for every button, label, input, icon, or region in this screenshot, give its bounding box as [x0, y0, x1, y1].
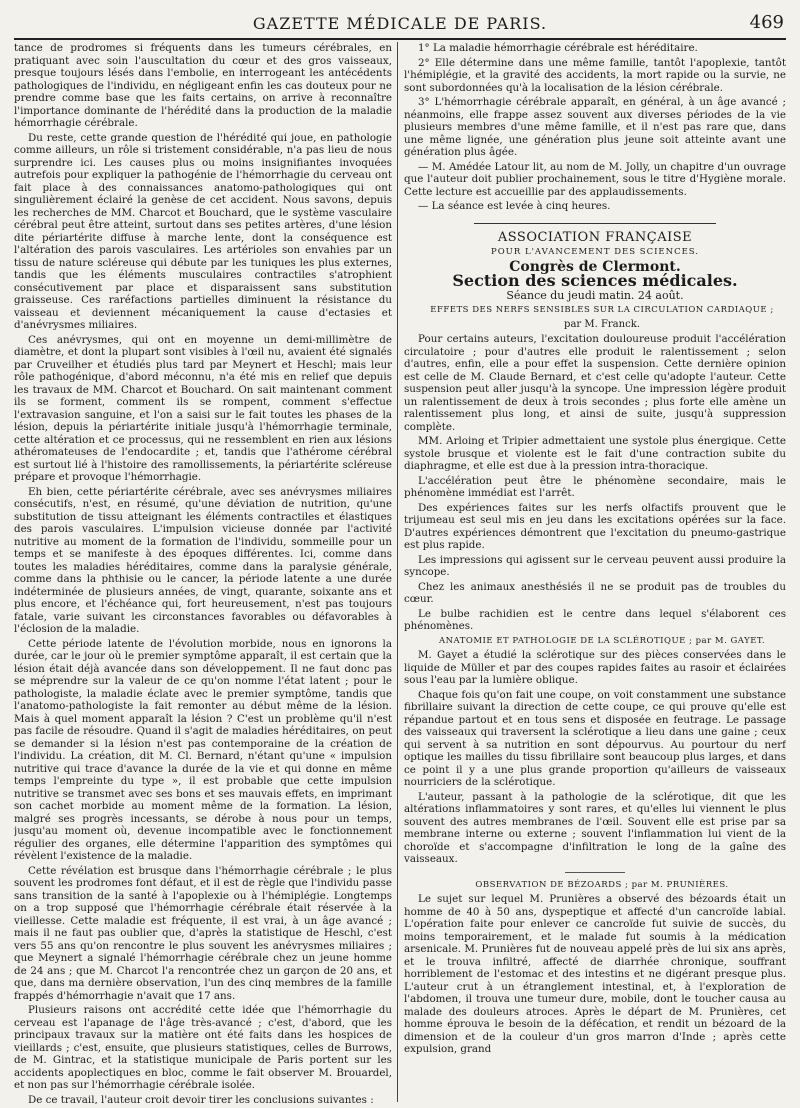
paragraph: Chez les animaux anesthésiés il ne se produit pas de troubles du cœur.: [404, 580, 786, 605]
article-author: par M. Franck.: [564, 318, 640, 330]
article-title: EFFETS DES NERFS SENSIBLES SUR LA CIRCULATION CARDIAQUE ;: [430, 305, 774, 315]
short-rule: [565, 872, 625, 873]
article-title: ANATOMIE ET PATHOLOGIE DE LA SCLÉROTIQUE ; par M. GAYET.: [438, 635, 766, 646]
latour-note: — M. Amédée Latour lit, au nom de M. Jolly, un chapitre d'un ouvrage que l'auteur doit publier prochainement, sous le titre d'Hygiène morale. Cette lecture est accueillie par des applaudissements.: [404, 160, 786, 198]
conclusion-item: 3° L'hémorrhagie cérébrale apparaît, en général, à un âge avancé ; néanmoins, elle frappe assez souvent aux diverses périodes de la vie plusieurs membres d'une même famille, et il n'est pas rare que, dans une même lignée, une génération plus jeune soit atteinte avant une génération plus âgée.: [404, 96, 786, 158]
association-subtitle: POUR L'AVANCEMENT DES SCIENCES.: [490, 247, 699, 257]
paragraph: Cette période latente de l'évolution morbide, nous en ignorons la durée, car le jour où le premier symptôme apparaît, il est certain que la lésion était déjà avancée dans son développement. Il ne faut donc pas se méprendre sur la valeur de ce qu'on nomme l'état latent ; pour le pathologiste, la maladie éclate avec le premier symptôme, tandis que l'anatomo-pathologiste la fait remonter au début même de la lésion. Mais à quel moment apparaît la lésion ? C'est un problème qu'il n'est pas facile de résoudre. Quand il s'agit de maladies héréditaires, on peut se demander si la lésion n'est pas contemporaine de la création de l'individu. La création, dit M. Cl. Bernard, n'étant qu'une « impulsion nutritive qui trace d'avance la durée de la vie et qui donne en même temps l'empreinte du type », il est probable que cette impulsion nutritive se transmet avec ses bons et ses mauvais effets, en imprimant son cachet morbide au moment même de la formation. La lésion, malgré ses progrès incessants, se dérobe à nous pour un temps, jusqu'au moment où, devenue incompatible avec le fonctionnement régulier des organes, elle détermine l'apparition des symptômes qui révèlent l'existence de la maladie.: [14, 637, 392, 862]
paragraph: Plusieurs raisons ont accrédité cette idée que l'hémorrhagie du cerveau est l'apanage de l'âge très-avancé ; c'est, d'abord, que les principaux travaux sur la matière ont été faits dans les hospices de vieillards ; c'est, ensuite, que plusieurs statistiques, celles de Burrows, de M. Gintrac, et la statistique municipale de Paris portent sur les accidents apoplectiques en bloc, comme le fait observer M. Brouardel, et non pas sur l'hémorrhagie cérébrale isolée.: [14, 1004, 392, 1091]
section-rule: [474, 223, 716, 224]
paragraph: Ces anévrysmes, qui ont en moyenne un demi-millimètre de diamètre, et dont la plupart sont visibles à l'œil nu, avaient été signalés par Cruveilher et étudiés plus tard par Meynert et Heschl; mais leur rôle pathogénique, d'abord méconnu, n'a été mis en relief que depuis les travaux de MM. Charcot et Bouchard. On sait maintenant comment ils se forment, comment ils se rompent, comment s'effectue l'extravasion sanguine, et l'on a saisi sur le fait toutes les phases de la lésion, depuis la périartérite initiale jusqu'à l'hémorrhagie terminale, cette altération et ce processus, qui ne ressemblent en rien aux lésions athéromateuses de l'endocardite ; et, tandis que l'athérome cérébral est surtout lié à l'histoire des ramollissements, la périartérite scléreuse prépare et provoque l'hémorrhagie.: [14, 333, 392, 483]
paragraph: Cette révélation est brusque dans l'hémorrhagie cérébrale ; le plus souvent les prodromes font défaut, et il est de règle que l'individu passe sans transition de la santé à l'apoplexie ou à l'hémiplégie. Longtemps on a trop supposé que l'hémorrhagie cérébrale était réservée à la vieillesse. Cette maladie est fréquente, il est vrai, à un âge avancé ; mais il ne faut pas oublier que, d'après la statistique de Heschl, c'est vers 55 ans qu'on rencontre le plus souvent les anévrysmes miliaires ; que Meynert a signalé l'hémorrhagie cérébrale chez un jeune homme de 24 ans ; que M. Charcot l'a rencontrée chez un garçon de 20 ans, et que, dans ma dernière observation, l'un des cinq membres de la famille frappés d'hémorrhagie n'avait que 17 ans.: [14, 864, 392, 1002]
conclusion-item: 2° Elle détermine dans une même famille, tantôt l'apoplexie, tantôt l'hémiplégie, et la gravité des accidents, la mort rapide ou la survie, ne sont subordonnées qu'à la localisation de la lésion cérébrale.: [404, 56, 786, 94]
paragraph: L'auteur, passant à la pathologie de la sclérotique, dit que les altérations inflammatoires y sont rares, et qu'elles lui viennent le plus souvent des autres membranes de l'œil. Souvent elle est prise par sa membrane interne ou externe ; souvent l'inflammation lui vient de la choroïde et s'accompagne d'infiltration le long de la gaîne des vaisseaux.: [404, 790, 786, 865]
seance-closing: — La séance est levée à cinq heures.: [418, 200, 611, 212]
paragraph: tance de prodromes si fréquents dans les tumeurs cérébrales, en pratiquant avec soin l'auscultation du cœur et des gros vaisseaux, presque toujours lésés dans l'embolie, en interrogeant les antécédents pathologiques de l'individu, en négligeant enfin les cas douteux pour ne prendre comme base que les faits certains, on arrive à reconnaître l'importance dominante de l'hérédité dans la production de la maladie hémorrhagie cérébrale.: [14, 42, 392, 129]
paragraph: M. Gayet a étudié la sclérotique sur des pièces conservées dans le liquide de Müller et par des coupes rapides faites au rasoir et éclairées sous l'eau par la lumière oblique.: [404, 649, 786, 686]
seance-date: Séance du jeudi matin. 24 août.: [506, 288, 684, 302]
article-title: OBSERVATION DE BÉZOARDS ; par M. PRUNIÈRES.: [475, 879, 729, 890]
paragraph: Du reste, cette grande question de l'hérédité qui joue, en pathologie comme ailleurs, un rôle si tristement considérable, n'a pas lieu de nous surprendre ici. Les causes plus ou moins insignifiantes invoquées autrefois pour expliquer la pathogénie de l'hémorrhagie du cerveau ont fait place à des connaissances anatomo-pathologiques qui ont singulièrement éclairé la genèse de cet accident. Nous savons, depuis les recherches de MM. Charcot et Bouchard, que le système vasculaire cérébral peut être atteint, surtout dans ses petites artères, d'une lésion dite périartérite diffuse à marche lente, dont la conséquence est l'altération des parois vasculaires. Les artérioles son envahies par un tissu de nature scléreuse qui débute par les tuniques les plus externes, tandis que les éléments musculaires contractiles s'atrophient consécutivement par place et disparaissent sans substitution graisseuse. Ces raréfactions partielles diminuent la résistance du vaisseau et deviennent mécaniquement la cause d'ectasies et d'anévrysmes miliaires.: [14, 131, 392, 331]
paragraph: Pour certains auteurs, l'excitation douloureuse produit l'accélération circulatoire ; pour d'autres elle produit le ralentissement ; selon d'autres, enfin, elle a pour effet la suspension. Cette dernière opinion est celle de M. Claude Bernard, et c'est celle qu'adopte l'auteur. Cette suspension peut aller jusqu'à la syncope. Une impression légère produit un ralentissement de deux à trois secondes ; plus forte elle amène un ralentissement plus long, et ainsi de suite, jusqu'à suppression complète.: [404, 333, 786, 433]
paragraph: Le sujet sur lequel M. Prunières a observé des bézoards était un homme de 40 à 50 ans, dyspeptique et affecté d'un cancroïde labial. L'opération faite pour enlever ce cancroïde fut suivie de succès, du moins temporairement, et le malade fut soumis à la médication arsenicale. M. Prunières fut de nouveau appelé près de lui six ans après, et le trouva infiltré, affecté de diarrhée chronique, souffrant horriblement de l'estomac et des intestins et ne digérant presque plus. L'auteur crut à un étranglement intestinal, et, à l'exploration de l'abdomen, il trouva une tumeur dure, mobile, dont le toucher causa au malade des douleurs atroces. Après le départ de M. Prunières, cet homme éprouva le besoin de la défécation, et rendit un bézoard de la dimension et de la couleur d'un gros marron d'Inde ; après cette expulsion, grand: [404, 893, 786, 1055]
paragraph: Des expériences faites sur les nerfs olfactifs prouvent que le trijumeau est seul mis en jeu dans les excitations opérées sur la face. D'autres expériences démontrent que l'excitation du pneumo-gastrique est plus rapide.: [404, 501, 786, 551]
column-divider: [397, 42, 398, 1102]
paragraph: Chaque fois qu'on fait une coupe, on voit constamment une substance fibrillaire suivant la direction de cette coupe, ce qui prouve qu'elle est répandue partout et en tous sens et disposée en feutrage. Le passage des vaisseaux qui traversent la sclérotique a lieu dans une gaine ; ceux qui servent à sa nutrition en sont dépourvus. Au pourtour du nerf optique les mailles du tissu fibrillaire sont beaucoup plus larges, et dans ce point il y a une plus grande proportion qu'ailleurs de vaisseaux nourriciers de la sclérotique.: [404, 688, 786, 788]
journal-title: GAZETTE MÉDICALE DE PARIS.: [252, 14, 548, 33]
paragraph: MM. Arloing et Tripier admettaient une systole plus énergique. Cette systole brusque et violente est le fait d'une contraction subite du diaphragme, et elle est due à la pression intra-thoracique.: [404, 435, 786, 472]
paragraph: Eh bien, cette périartérite cérébrale, avec ses anévrysmes miliaires consécutifs, n'est, en résumé, qu'une déviation de nutrition, qu'une substitution de tissu atteignant les éléments contractiles et élastiques des parois vasculaires. L'impulsion vicieuse donnée par l'activité nutritive au moment de la formation de l'individu, sommeille pour un temps et se manifeste à des époques différentes. Ici, comme dans toutes les maladies héréditaires, comme dans la paralysie générale, comme dans la phthisie ou le cancer, la période latente a une durée indéterminée de plusieurs années, de vingt, quarante, soixante ans et plus encore, et l'échéance qui, fort heureusement, n'est pas toujours fatale, varie suivant les circonstances favorables ou défavorables à l'éclosion de la maladie.: [14, 485, 392, 635]
left-column: [14, 42, 392, 1104]
conclusion-item: 1° La maladie hémorrhagie cérébrale est héréditaire.: [418, 42, 698, 54]
page-number: 469: [749, 12, 784, 33]
paragraph: De ce travail, l'auteur croit devoir tirer les conclusions suivantes :: [28, 1093, 374, 1104]
right-column: [404, 42, 786, 1104]
congres-title: Congrès de Clermont.: [509, 258, 681, 275]
paragraph: L'accélération peut être le phénomène secondaire, mais le phénomène immédiat est l'arrêt.: [404, 474, 786, 499]
paragraph: Le bulbe rachidien est le centre dans lequel s'élaborent ces phénomènes.: [404, 607, 786, 632]
section-title: Section des sciences médicales.: [452, 271, 738, 290]
paragraph: Les impressions qui agissent sur le cerveau peuvent aussi produire la syncope.: [404, 553, 786, 578]
association-title: ASSOCIATION FRANÇAISE: [497, 229, 693, 245]
page-header: [14, 8, 786, 40]
